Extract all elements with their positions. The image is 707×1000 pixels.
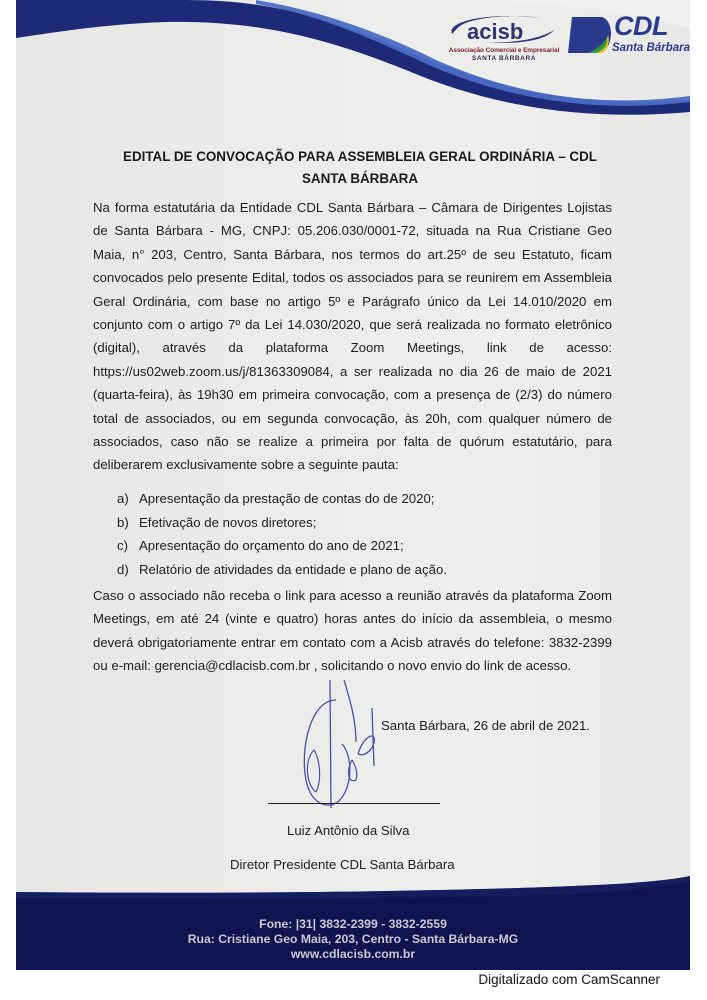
agenda-item — [117, 534, 447, 558]
svg-text:acisb: acisb — [467, 19, 524, 44]
signer-name: Luiz Antônio da Silva — [287, 823, 410, 838]
agenda-marker: a) — [117, 491, 129, 506]
agenda-list — [117, 487, 447, 581]
agenda-text: Apresentação do orçamento do ano de 2021; — [139, 538, 404, 554]
acisb-logo — [434, 12, 574, 62]
cdl-logo-flag-icon — [568, 15, 614, 55]
agenda-item — [117, 487, 447, 511]
agenda-text: Efetivação de novos diretores; — [139, 514, 317, 530]
signer-role: Diretor Presidente CDL Santa Bárbara — [230, 857, 455, 872]
camscanner-watermark: Digitalizado com CamScanner — [478, 972, 660, 987]
agenda-text: Apresentação da prestação de contas do de 2020; — [139, 491, 435, 506]
acisb-subtitle-line2: SANTA BÁRBARA — [471, 55, 537, 62]
cdl-logo-subtitle: Santa Bárbara — [612, 42, 690, 54]
cdl-logo — [568, 11, 690, 65]
footer-phone: Fone: |31| 3832-2399 - 3832-2559 — [259, 917, 447, 931]
date-line: Santa Bárbara, 26 de abril de 2021. — [381, 718, 590, 733]
convocation-paragraph: Na forma estatutária da Entidade CDL Santa Bárbara – Câmara de Dirigentes Lojistas de Santa Bárbara - MG, CNPJ: 05.206.030/0001-72, situada na Rua Cristiane Geo Maia, n° 203, Centro, Santa Bárbara, nos termos do art.25º de seu Estatuto, ficam convocados pelo presente Edital, todos os associados para se reunirem em Assembleia Geral Ordinária, com base no artigo 5º e Parágrafo único da Lei 14.010/2020 em conjunto com o artigo 7º da Lei 14.030/2020, que será realizada no formato eletrônico (digital), através da plataforma Zoom Meetings, link de acesso: https://us02web.zoom.us/j/81363309084, a ser realizada no dia 26 de maio de 2021 (quarta-feira), às 19h30 em primeira convocação, com a presença de (2/3) do número total de associados, ou em segunda convocação, às 20h, com qualquer número de associados, caso não se realize a primeira por falta de quórum estatutário, para deliberarem exclusivamente sobre a seguinte pauta: — [93, 200, 612, 473]
agenda-marker: c) — [117, 538, 128, 554]
handwritten-signature — [300, 680, 410, 810]
agenda-marker: b) — [117, 514, 129, 530]
document-title: EDITAL DE CONVOCAÇÃO PARA ASSEMBLEIA GERAL ORDINÁRIA – CDL SANTA BÁRBARA — [123, 149, 597, 186]
footer-address: Rua: Cristiane Geo Maia, 203, Centro - Santa Bárbara-MG — [187, 932, 519, 946]
signature-line — [268, 803, 440, 804]
agenda-text: Relatório de atividades da entidade e plano de ação. — [139, 561, 447, 577]
cdl-logo-word: CDL — [614, 11, 668, 41]
contact-paragraph: Caso o associado não receba o link para acesso a reunião através da plataforma Zoom Meetings, em até 24 (vinte e quatro) horas antes do início da assembleia, o mesmo deverá obrigatoriamente entrar em contato com a Acisb através do telefone: 3832-2399 ou e-mail: gerencia@cdlacisb.com.br , solicitando o novo envio do link de acesso. — [93, 588, 612, 674]
acisb-logo-mark — [434, 12, 574, 46]
agenda-marker: d) — [117, 561, 129, 577]
acisb-subtitle-line1: Associação Comercial e Empresarial — [448, 47, 560, 54]
footer-website[interactable]: www.cdlacisb.com.br — [290, 947, 416, 961]
agenda-item — [117, 558, 447, 582]
document-page — [16, 0, 690, 970]
agenda-item — [117, 511, 447, 535]
